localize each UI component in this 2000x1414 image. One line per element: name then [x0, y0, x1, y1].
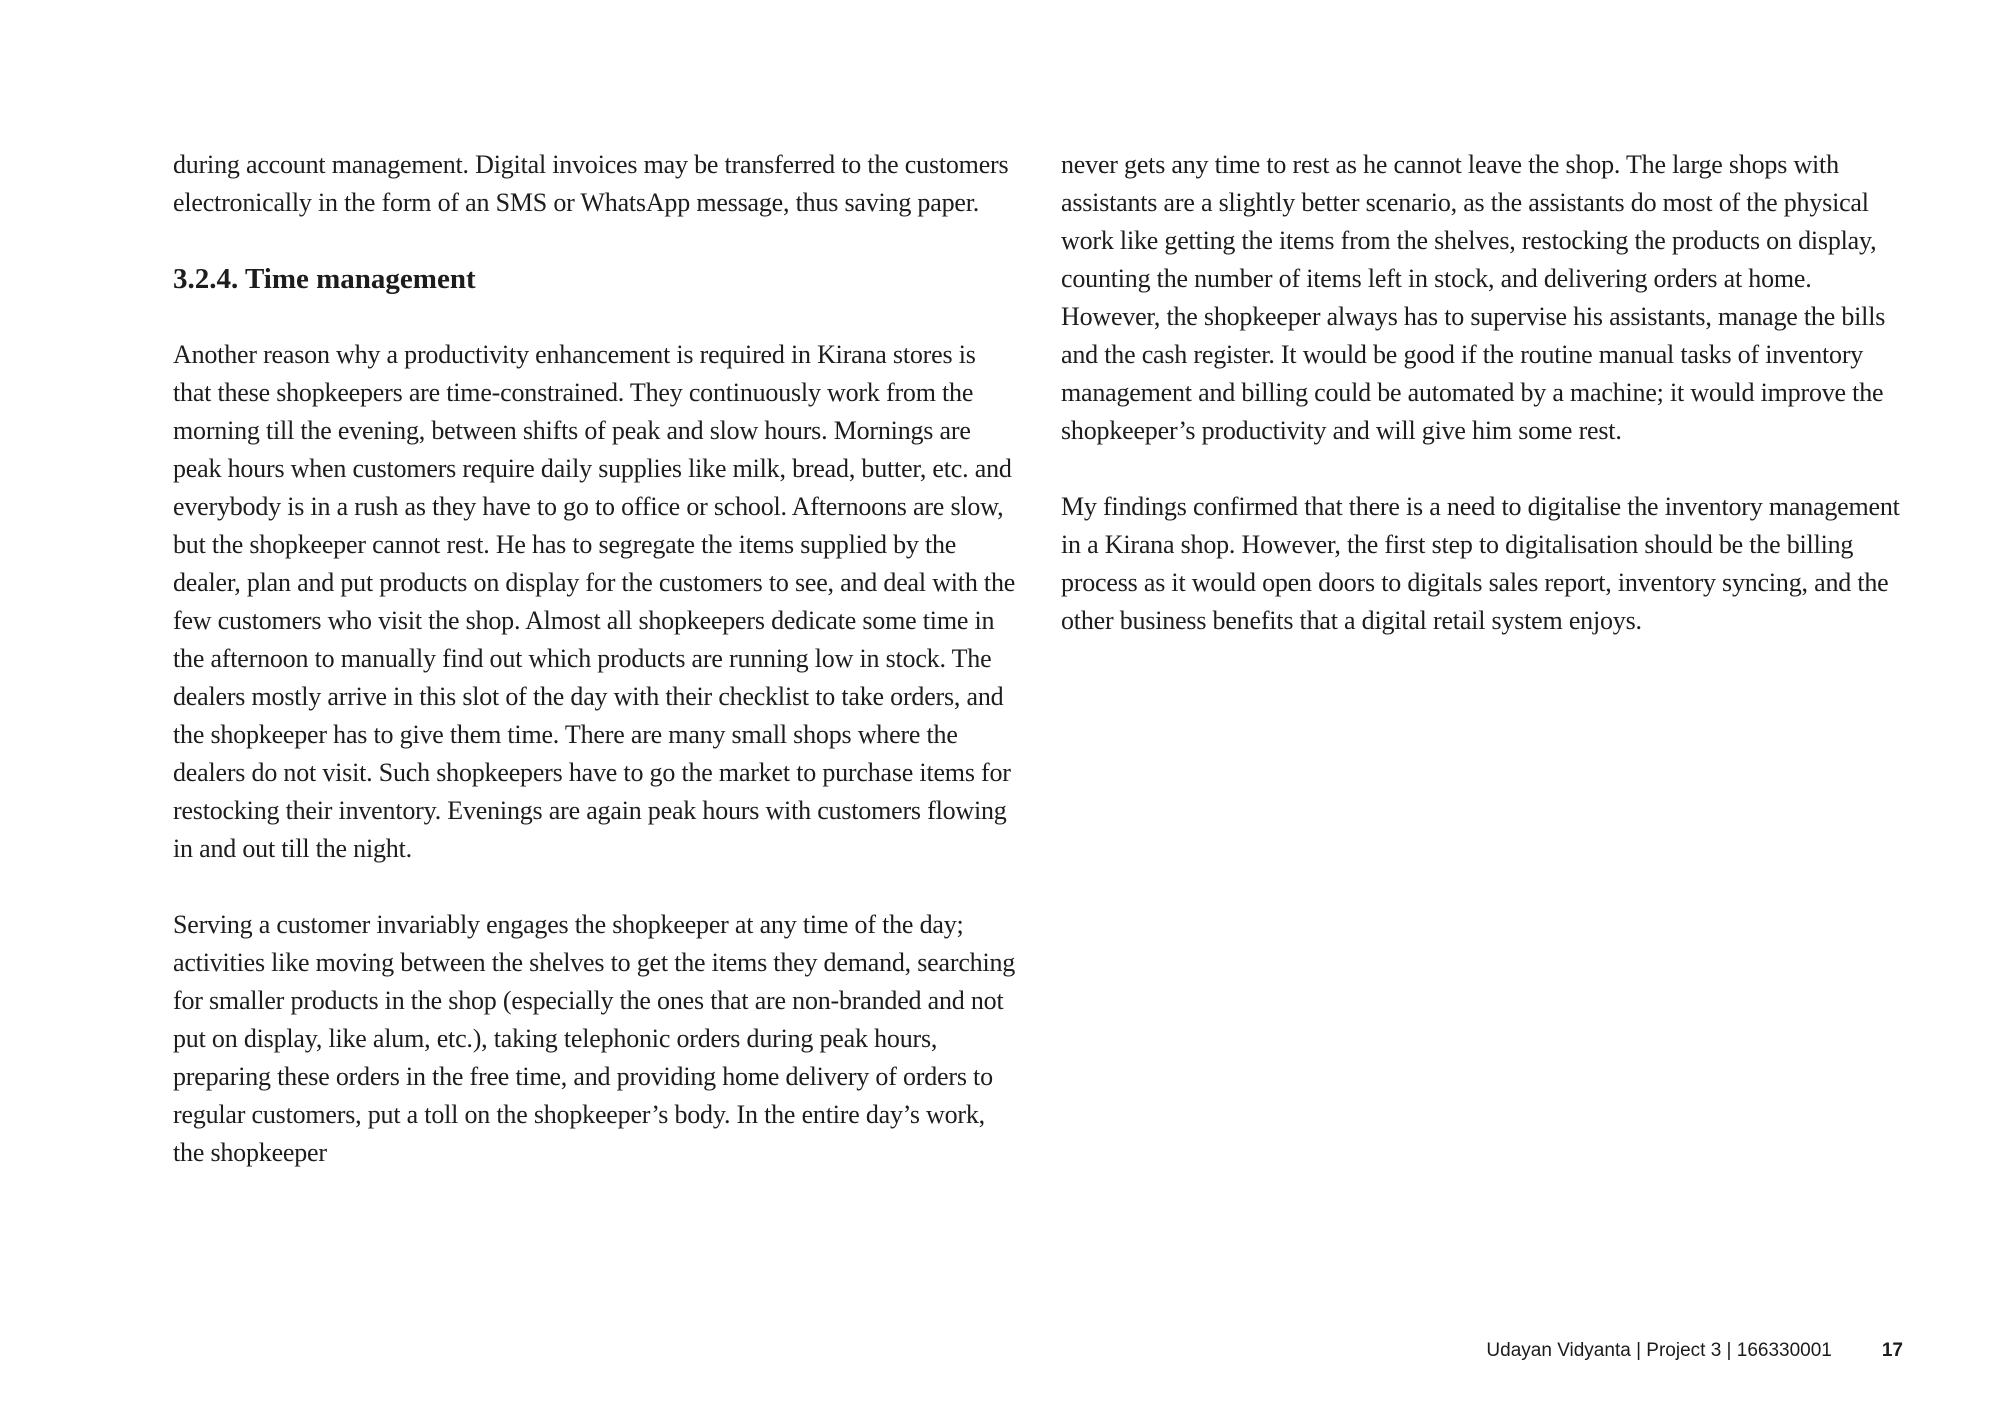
paragraph-findings: My findings confirmed that there is a need to digitalise the inventory management in a Kirana shop. However, the first step to digitalisation should be the billing process as it would open doors to digitals sales report, inventory syncing, and the other business benefits that a digital retail system enjoys. [1061, 492, 1900, 635]
paragraph-serving-customer: Serving a customer invariably engages the shopkeeper at any time of the day; activities like moving between the shelves to get the items they demand, searching for smaller products in the shop (especially the ones that are non-branded and not put on display, like alum, etc.), taking telephonic orders during peak hours, preparing these orders in the free time, and providing home delivery of orders to regular customers, put a toll on the shopkeeper’s body. In the entire day’s work, the shopkeeper [173, 910, 1016, 1167]
paragraph-never-gets-rest: never gets any time to rest as he cannot leave the shop. The large shops with assistants are a slightly better scenario, as the assistants do most of the physical work like getting the items from the shelves, restocking the products on display, counting the number of items left in stock, and delivering orders at home. However, the shopkeeper always has to supervise his assistants, manage the bills and the cash register. It would be good if the routine manual tasks of inventory management and billing could be automated by a machine; it would improve the shopkeeper’s productivity and will give him some rest. [1061, 150, 1886, 445]
footer-page-number: 17 [1881, 1340, 1903, 1361]
document-page-body [173, 146, 1905, 1210]
page-footer [1486, 1340, 1903, 1362]
paragraph-time-constrained: Another reason why a productivity enhancement is required in Kirana stores is that these shopkeepers are time-constrained. They continuously work from the morning till the evening, between shifts of peak and slow hours. Mornings are peak hours when customers require daily supplies like milk, bread, butter, etc. and everybody is in a rush as they have to go to office or school. Afternoons are slow, but the shopkeeper cannot rest. He has to segregate the items supplied by the dealer, plan and put products on display for the customers to see, and deal with the few customers who visit the shop. Almost all shopkeepers dedicate some time in the afternoon to manually find out which products are running low in stock. The dealers mostly arrive in this slot of the day with their checklist to take orders, and the shopkeeper has to give them time. There are many small shops where the dealers do not visit. Such shopkeepers have to go the market to purchase items for restocking their inventory. Evenings are again peak hours with customers flowing in and out till the night. [173, 340, 1016, 863]
left-text-column [173, 146, 1017, 1210]
section-heading-time-management: 3.2.4. Time management [173, 263, 476, 295]
right-text-column [1061, 146, 1905, 1210]
paragraph-account-management: during account management. Digital invoices may be transferred to the customers electronically in the form of an SMS or WhatsApp message, thus saving paper. [173, 150, 1009, 217]
footer-author-credit: Udayan Vidyanta | Project 3 | 166330001 [1486, 1340, 1832, 1361]
